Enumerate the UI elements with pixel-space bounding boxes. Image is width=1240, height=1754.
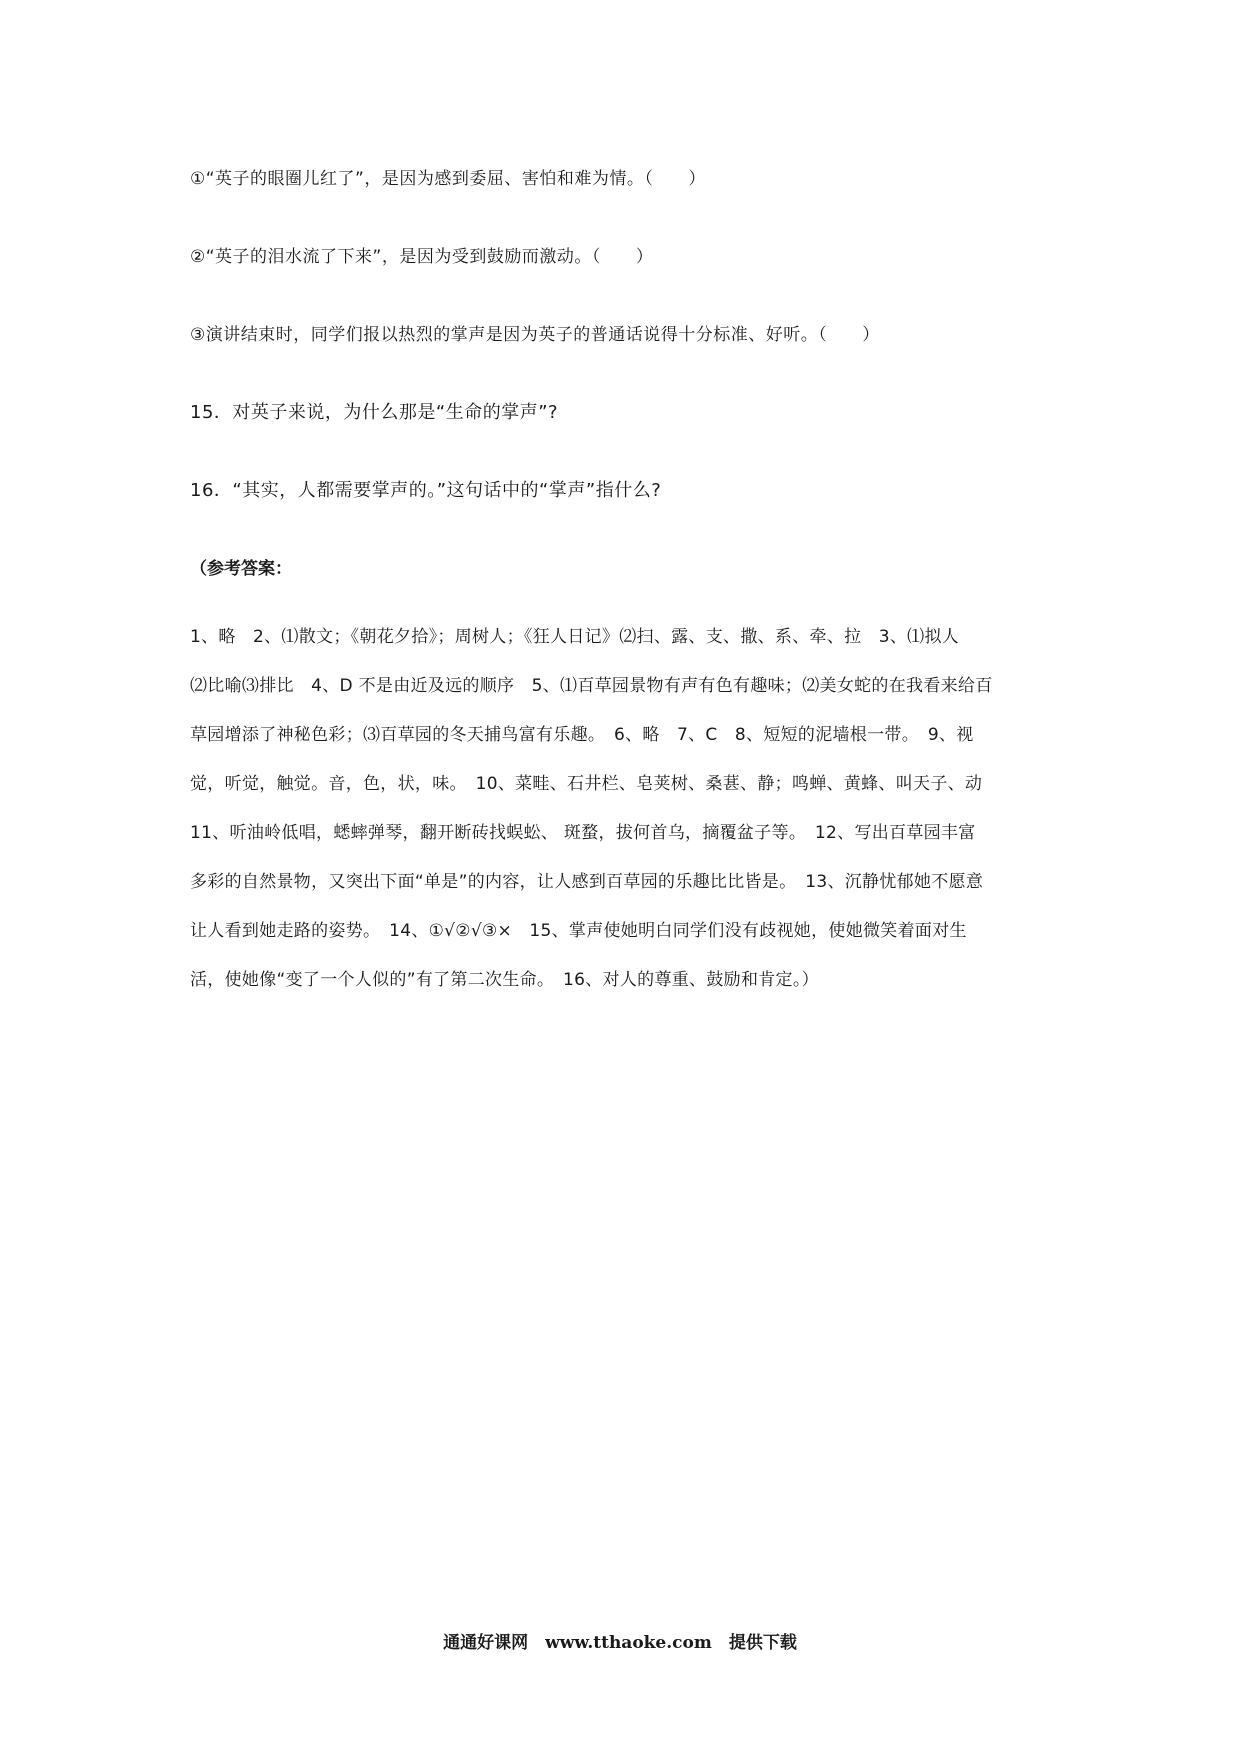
answer-line: 活，使她像“变了一个人似的”有了第二次生命。 16、对人的尊重、鼓励和肯定。） bbox=[190, 970, 819, 990]
question-15: 15．对英子来说，为什么那是“生命的掌声”? bbox=[190, 402, 559, 423]
answer-line: 多彩的自然景物，又突出下面“单是”的内容，让人感到百草园的乐趣比比皆是。 13、沉静忧郁她不愿意 bbox=[190, 872, 984, 892]
answer-line: 11、听油岭低唱，蟋蟀弹琴，翻开断砖找蜈蚣、 斑蝥，拔何首乌，摘覆盆子等。 12、写出百草园丰富 bbox=[190, 823, 976, 843]
answer-line: 觉，听觉，触觉。音，色，状，味。 10、菜畦、石井栏、皂荚树、桑葚、静；鸣蝉、黄蜂、叫天子、动 bbox=[190, 774, 983, 794]
answer-block bbox=[190, 625, 1070, 1017]
answer-line: ⑵比喻⑶排比 4、D 不是由近及远的顺序 5、⑴百草园景物有声有色有趣味；⑵美女蛇的在我看来给百 bbox=[190, 676, 993, 696]
answer-line: 让人看到她走路的姿势。 14、①√②√③× 15、掌声使她明白同学们没有歧视她，使她微笑着面对生 bbox=[190, 921, 967, 941]
question-14-item-3: ③演讲结束时，同学们报以热烈的掌声是因为英子的普通话说得十分标准、好听。（ ） bbox=[190, 325, 880, 345]
question-16: 16．“其实，人都需要掌声的。”这句话中的“掌声”指什么? bbox=[190, 480, 662, 501]
footer-download-note: 通通好课网 www.tthaoke.com 提供下载 bbox=[443, 1633, 797, 1653]
answer-line: 1、略 2、⑴散文；《朝花夕拾》；周树人；《狂人日记》⑵扫、露、支、撒、系、牵、拉 3、⑴拟人 bbox=[190, 627, 960, 647]
answer-line: 草园增添了神秘色彩；⑶百草园的冬天捕鸟富有乐趣。 6、略 7、C 8、短短的泥墙根一带。 9、视 bbox=[190, 725, 974, 745]
answer-heading: （参考答案： bbox=[190, 559, 292, 579]
question-14-item-1: ①“英子的眼圈儿红了”，是因为感到委屈、害怕和难为情。（ ） bbox=[190, 169, 706, 189]
question-14-item-2: ②“英子的泪水流了下来”，是因为受到鼓励而激动。（ ） bbox=[190, 247, 654, 267]
